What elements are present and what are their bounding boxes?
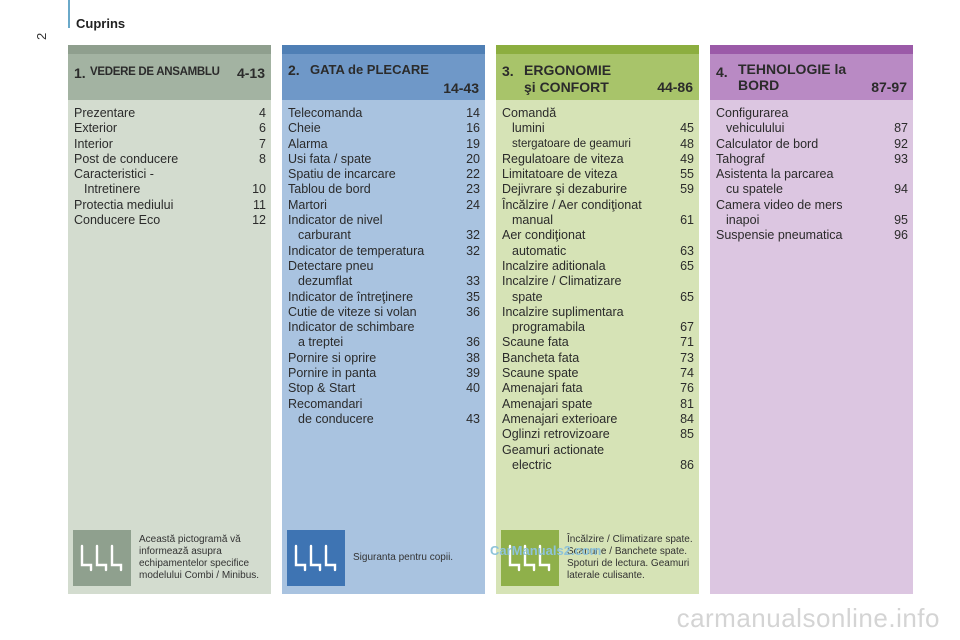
section-4-header[interactable] xyxy=(710,54,913,100)
section-2-list xyxy=(282,100,485,427)
toc-item[interactable]: Suspensie pneumatica 96 xyxy=(716,228,908,243)
toc-item[interactable]: Amenajari exterioare 84 xyxy=(502,411,694,426)
section-4-title-line1: TEHNOLOGIE la xyxy=(738,61,847,77)
section-4-list xyxy=(710,100,913,244)
section-1-header[interactable] xyxy=(68,54,271,100)
toc-item[interactable]: Geamuri actionate electric 86 xyxy=(502,442,694,472)
section-1-number: 1. xyxy=(74,65,86,81)
toc-item[interactable]: Pornire in panta 39 xyxy=(288,366,480,381)
section-3-title-line2: şi CONFORT xyxy=(524,79,609,95)
section-3-range: 44-86 xyxy=(657,79,693,95)
section-1-footer-text: Această pictogramă vă informează asupra echipamentelor specifice modelului Combi / Minibus. xyxy=(139,534,260,581)
toc-item[interactable]: Martori 24 xyxy=(288,197,480,212)
toc-item[interactable]: Caracteristici - Intretinere 10 xyxy=(74,167,266,197)
section-4-number: 4. xyxy=(716,64,728,80)
section-1-panel xyxy=(68,45,271,594)
section-4-top-bar xyxy=(710,45,913,54)
toc-item[interactable]: Indicator de schimbare a treptei 36 xyxy=(288,320,480,350)
section-3-footer xyxy=(501,530,695,586)
section-1-footer xyxy=(73,530,267,586)
toc-item[interactable]: Dejivrare şi dezaburire 59 xyxy=(502,182,694,197)
toc-item[interactable]: Amenajari spate 81 xyxy=(502,396,694,411)
section-2-range: 14-43 xyxy=(443,80,479,96)
toc-item[interactable]: Configurarea vehiculului 87 xyxy=(716,106,908,136)
toc-item[interactable]: Calculator de bord 92 xyxy=(716,136,908,151)
toc-item[interactable]: Detectare pneu dezumflat 33 xyxy=(288,258,480,289)
header-accent-rule xyxy=(68,0,70,28)
watermark-bottom: carmanualsonline.info xyxy=(676,603,940,633)
toc-item[interactable]: Prezentare 4 xyxy=(74,106,266,120)
toc-item[interactable]: Incalzire suplimentara programabila 67 xyxy=(502,304,694,335)
toc-item[interactable]: Aer condiţionat automatic 63 xyxy=(502,228,694,258)
toc-item[interactable]: Exterior 6 xyxy=(74,121,266,136)
page-title: Cuprins xyxy=(76,16,126,31)
toc-item[interactable]: Scaune fata 71 xyxy=(502,335,694,350)
section-3-title-line1: ERGONOMIE xyxy=(524,62,612,78)
toc-item[interactable]: Tablou de bord 23 xyxy=(288,182,480,197)
toc-item[interactable]: Comandă lumini 45 xyxy=(502,106,694,136)
toc-item[interactable]: Incalzire aditionala 65 xyxy=(502,258,694,273)
rear-seats-pictogram-icon xyxy=(501,530,559,586)
section-1-top-bar xyxy=(68,45,271,54)
toc-item[interactable]: Telecomanda 14 xyxy=(288,106,480,120)
toc-item[interactable]: Oglinzi retrovizoare 85 xyxy=(502,427,694,442)
section-2-number: 2. xyxy=(288,62,300,78)
section-2-top-bar xyxy=(282,45,485,54)
toc-item[interactable]: Conducere Eco 12 xyxy=(74,213,266,228)
page-number: 2 xyxy=(34,32,49,40)
toc-item[interactable]: Indicator de întreţinere 35 xyxy=(288,289,480,304)
toc-item[interactable]: Interior 7 xyxy=(74,136,266,151)
toc-item[interactable]: stergatoare de geamuri 48 xyxy=(512,136,694,151)
toc-item[interactable]: Limitatoare de viteza 55 xyxy=(502,167,694,182)
section-2-panel xyxy=(282,45,485,594)
toc-item[interactable]: Asistenta la parcarea cu spatele 94 xyxy=(716,167,908,197)
child-seats-pictogram-icon xyxy=(287,530,345,586)
section-1-range: 4-13 xyxy=(236,65,265,81)
toc-item[interactable]: Încălzire / Aer condiţionat manual 61 xyxy=(502,197,694,228)
section-4-panel xyxy=(710,45,913,594)
toc-item[interactable]: Stop & Start 40 xyxy=(288,381,480,396)
section-4-range: 87-97 xyxy=(871,79,907,95)
toc-item[interactable]: Pornire si oprire 38 xyxy=(288,350,480,365)
toc-item[interactable]: Indicator de nivel carburant 32 xyxy=(288,213,480,243)
section-3-panel xyxy=(496,45,699,594)
seats-pictogram-icon xyxy=(73,530,131,586)
section-3-top-bar xyxy=(496,45,699,54)
toc-item[interactable]: Usi fata / spate 20 xyxy=(288,151,480,166)
toc-item[interactable]: Recomandari de conducere 43 xyxy=(288,396,480,426)
toc-item[interactable]: Cheie 16 xyxy=(288,121,480,136)
toc-item[interactable]: Cutie de viteze si volan 36 xyxy=(288,304,480,319)
toc-item[interactable]: Incalzire / Climatizare spate 65 xyxy=(502,274,694,304)
section-1-title: VEDERE DE ANSAMBLU xyxy=(90,66,220,78)
section-1-list xyxy=(68,100,271,228)
section-3-header[interactable] xyxy=(496,54,699,100)
toc-item[interactable]: Tahograf 93 xyxy=(716,151,908,166)
toc-item[interactable]: Alarma 19 xyxy=(288,136,480,151)
toc-item[interactable]: Regulatoare de viteza 49 xyxy=(502,151,694,166)
section-2-header[interactable] xyxy=(282,54,485,100)
toc-item[interactable]: Indicator de temperatura 32 xyxy=(288,243,480,258)
toc-item[interactable]: Spatiu de incarcare 22 xyxy=(288,167,480,182)
section-2-title: GATA de PLECARE xyxy=(310,62,429,77)
watermark-mid: CarManuals2.com xyxy=(490,543,602,558)
section-2-footer xyxy=(287,530,481,586)
section-3-number: 3. xyxy=(502,63,514,79)
section-4-title-line2: BORD xyxy=(738,77,780,93)
toc-item[interactable]: Post de conducere 8 xyxy=(74,151,266,166)
section-3-list xyxy=(496,100,699,473)
toc-item[interactable]: Camera video de mers inapoi 95 xyxy=(716,197,908,228)
toc-item[interactable]: Bancheta fata 73 xyxy=(502,350,694,365)
toc-item[interactable]: Protectia mediului 11 xyxy=(74,197,266,212)
toc-item[interactable]: Scaune spate 74 xyxy=(502,366,694,381)
section-3-footer-text: Încălzire / Climatizare spate. Scanune / Banchete spate. Spoturi de lectura. Geamuri laterale culisante. xyxy=(567,534,693,581)
toc-item[interactable]: Amenajari fata 76 xyxy=(502,381,694,396)
section-2-footer-text: Siguranta pentru copii. xyxy=(353,552,454,563)
